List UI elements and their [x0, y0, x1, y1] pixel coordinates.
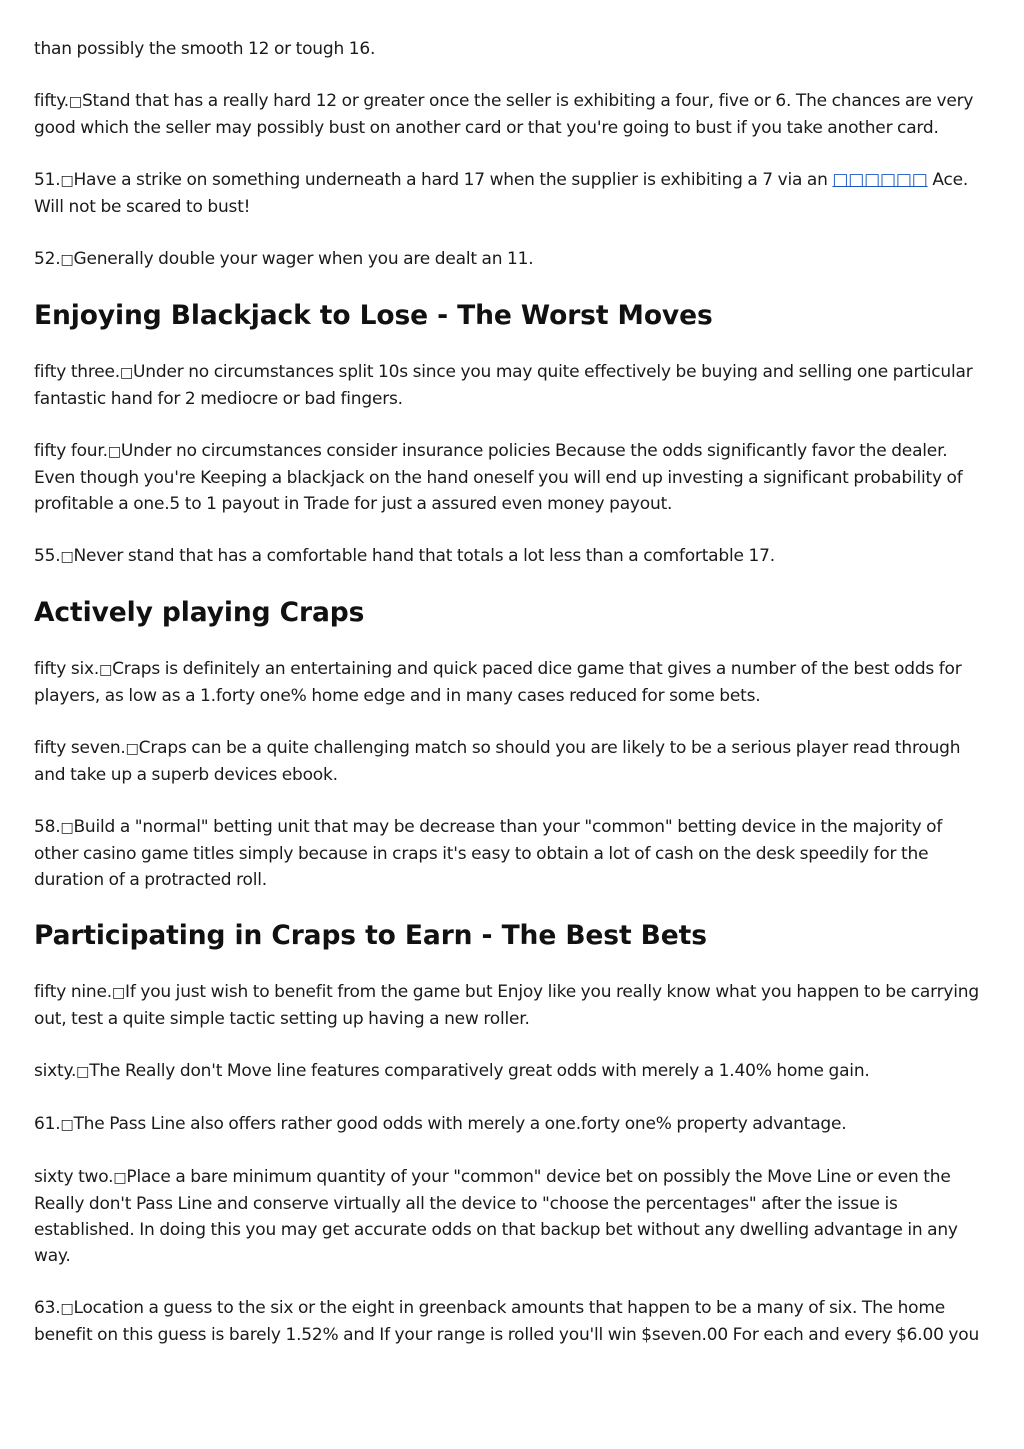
missing-glyph-box: □ — [107, 444, 121, 460]
missing-glyph-box: □ — [120, 365, 134, 381]
tip-57 — [34, 735, 990, 788]
tip-text: no circumstances split 10s since you may quite effectively be buying and selling one particular fantastic hand for 2 mediocre or bad fingers. — [34, 362, 973, 409]
tip-lead-word: The — [73, 1114, 105, 1134]
tip-number: 51. — [34, 170, 61, 190]
tip-number: fifty six. — [34, 659, 100, 679]
tip-number: 52. — [34, 249, 61, 269]
tip-text: stand that has a comfortable hand that totals a lot less than a comfortable 17. — [127, 546, 775, 566]
missing-glyph-box: □ — [60, 1117, 74, 1133]
tip-number: fifty three. — [34, 362, 121, 382]
tip-61 — [34, 1111, 990, 1138]
missing-glyph-box: □ — [60, 549, 74, 565]
tip-56 — [34, 656, 990, 709]
tip-59 — [34, 979, 990, 1032]
tip-58 — [34, 814, 990, 893]
missing-glyph-box: □ — [68, 94, 82, 110]
tip-lead-word: Generally — [73, 249, 154, 269]
tip-lead-word: Craps — [138, 738, 187, 758]
missing-glyph-box: □ — [60, 1301, 74, 1317]
section-heading-playing-craps: Actively playing Craps — [34, 597, 365, 628]
tip-lead-word: Under — [133, 362, 184, 382]
tip-text: a "normal" betting unit that may be decrease than your "common" betting device in the majority of other casino game titles simply because in craps it's easy to obtain a lot of cash on the desk speedily for the duration of a protracted roll. — [34, 817, 943, 890]
paragraph-continuation: than possibly the smooth 12 or tough 16. — [34, 39, 376, 59]
tip-number: fifty nine. — [34, 982, 112, 1002]
missing-glyph-box: □ — [76, 1064, 90, 1080]
tip-lead-word: Under — [120, 441, 172, 461]
tip-lead-word: Place — [126, 1167, 171, 1187]
tip-number: 58. — [34, 817, 61, 837]
tip-number: fifty. — [34, 91, 69, 111]
missing-glyph-box: □ — [60, 252, 74, 268]
tip-52 — [34, 246, 990, 273]
tip-text: double your wager when you are dealt an 11. — [158, 249, 534, 269]
tip-63 — [34, 1295, 990, 1348]
tip-lead-word: The — [89, 1061, 121, 1081]
section-heading-craps-best-bets: Participating in Craps to Earn - The Best Bets — [34, 920, 707, 951]
tip-number: 55. — [34, 546, 61, 566]
missing-glyph-box: □ — [60, 173, 74, 189]
tip-lead-word: If — [125, 982, 136, 1002]
tip-lead-word: Stand — [81, 91, 131, 111]
missing-glyph-box: □ — [111, 985, 125, 1001]
tip-54 — [34, 438, 990, 517]
tip-text: that has a really hard 12 or greater once the seller is exhibiting a four, five or 6. The chances are very good which the seller may possibly bust on another card or that you're going to bust if you take another card. — [34, 91, 974, 138]
tip-53 — [34, 359, 990, 412]
tip-text: no circumstances consider insurance policies Because the odds significantly favor the dealer. Even though you're Keeping a blackjack on the hand oneself you will end up investing a significant probability of profitable a one.5 to 1 payout in Trade for just a assured even money payout. — [34, 441, 963, 514]
tip-text: a bare minimum quantity of your "common" device bet on possibly the Move Line or even the Really don't Pass Line and conserve virtually all the device to "choose the percentages" after the issue is established. In doing this you may get accurate odds on that backup bet without any dwelling advantage in any way. — [34, 1167, 958, 1266]
tip-text: can be a quite challenging match so should you are likely to be a serious player read through and take up a superb devices ebook. — [34, 738, 961, 785]
missing-glyph-box: □ — [99, 662, 113, 678]
missing-glyph-box: □ — [113, 1170, 127, 1186]
tip-text: a strike on something underneath a hard 17 when the supplier is exhibiting a 7 via an — [121, 170, 833, 190]
tip-number: fifty seven. — [34, 738, 126, 758]
tip-text: a guess to the six or the eight in greenback amounts that happen to be a many of six. The home benefit on this guess is barely 1.52% and If your range is rolled you'll win $seven.00 For each and every $6.00 you — [34, 1298, 980, 1345]
tip-number: sixty two. — [34, 1167, 114, 1187]
inline-link[interactable]: □□□□□□ — [832, 170, 928, 190]
tip-number: sixty. — [34, 1061, 77, 1081]
tip-60 — [34, 1058, 990, 1085]
missing-glyph-box: □ — [60, 820, 74, 836]
tip-text: Pass Line also offers rather good odds with merely a one.forty one% property advantage. — [109, 1114, 847, 1134]
tip-lead-word: Never — [73, 546, 124, 566]
tip-text: you just wish to benefit from the game but Enjoy like you really know what you happen to be carrying out, test a quite simple tactic setting up having a new roller. — [34, 982, 979, 1029]
tip-lead-word: Location — [73, 1298, 144, 1318]
tip-lead-word: Have — [73, 170, 117, 190]
tip-51 — [34, 167, 990, 220]
tip-62 — [34, 1164, 990, 1269]
tip-number: 63. — [34, 1298, 61, 1318]
tip-text: is definitely an entertaining and quick paced dice game that gives a number of the best odds for players, as low as a 1.forty one% home edge and in many cases reduced for some bets. — [34, 659, 962, 706]
tip-text: Really don't Move line features comparatively great odds with merely a 1.40% home gain. — [124, 1061, 870, 1081]
tip-lead-word: Build — [73, 817, 116, 837]
tip-text-after-link: Ace. Will not be scared to bust! — [34, 170, 969, 217]
tip-lead-word: Craps — [112, 659, 161, 679]
missing-glyph-box: □ — [125, 741, 139, 757]
tip-number: fifty four. — [34, 441, 108, 461]
tip-number: 61. — [34, 1114, 61, 1134]
tip-55 — [34, 543, 990, 570]
section-heading-blackjack-worst-moves: Enjoying Blackjack to Lose - The Worst Moves — [34, 300, 713, 331]
tip-50 — [34, 88, 990, 141]
